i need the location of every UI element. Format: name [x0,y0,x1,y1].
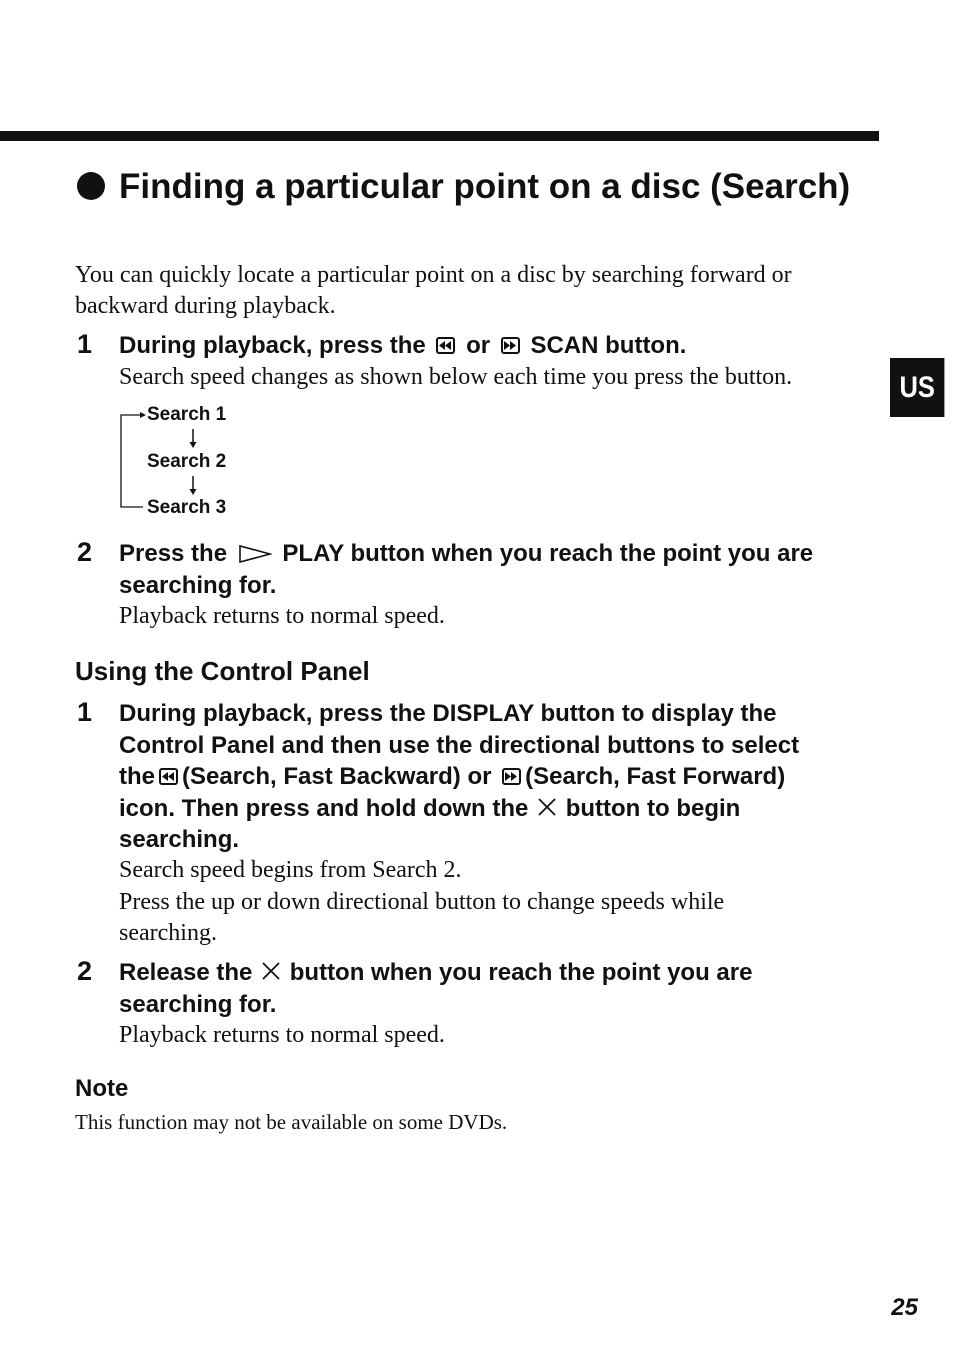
step-number: 2 [77,537,93,567]
play-icon [238,545,272,563]
rewind-icon [159,768,178,785]
step-description: Press the up or down directional button to change speeds while searching. [119,889,725,946]
cross-button-icon [537,797,557,817]
note-heading: Note [75,1075,129,1102]
search-speed-label: Search 1 [147,404,227,425]
step-instruction: Press the PLAY button when you reach the point you are searching for. [119,540,814,599]
note-text: This function may not be available on some DVDs. [75,1110,508,1134]
top-rule [0,131,879,141]
search-speed-label: Search 2 [147,451,227,472]
step-description: Search speed begins from Search 2. [119,857,462,883]
page-number: 25 [891,1294,918,1321]
step-description: Playback returns to normal speed. [119,603,445,629]
rewind-icon [436,337,455,354]
step-number: 1 [77,329,93,359]
language-tab: US [890,358,944,417]
title-bullet-icon [77,172,105,200]
section-heading: Using the Control Panel [75,656,370,686]
search-speed-label: Search 3 [147,497,227,518]
step-number: 1 [77,697,93,727]
step-number: 2 [77,956,93,986]
step-description: Search speed changes as shown below each time you press the button. [119,364,793,390]
arrow-down-icon [187,476,199,496]
fast-forward-icon [502,768,521,785]
step-instruction: Release the button when you reach the point you are searching for. [119,959,753,1018]
step-instruction: During playback, press the or SCAN button. [119,332,687,359]
page-title: Finding a particular point on a disc (Search) [119,167,851,206]
arrow-down-icon [187,429,199,449]
step-instruction: During playback, press the DISPLAY button to display the Control Panel and then use the directional buttons to select the (Search, Fast Backward) or (Search, Fast Forward) icon. Then press and hold down the button to begin searching. [119,700,800,853]
intro-text: You can quickly locate a particular point on a disc by searching forward or backward during playback. [75,262,792,319]
fast-forward-icon [501,337,520,354]
cross-button-icon [261,961,281,981]
search-cycle-diagram [118,400,318,525]
step-description: Playback returns to normal speed. [119,1022,445,1048]
